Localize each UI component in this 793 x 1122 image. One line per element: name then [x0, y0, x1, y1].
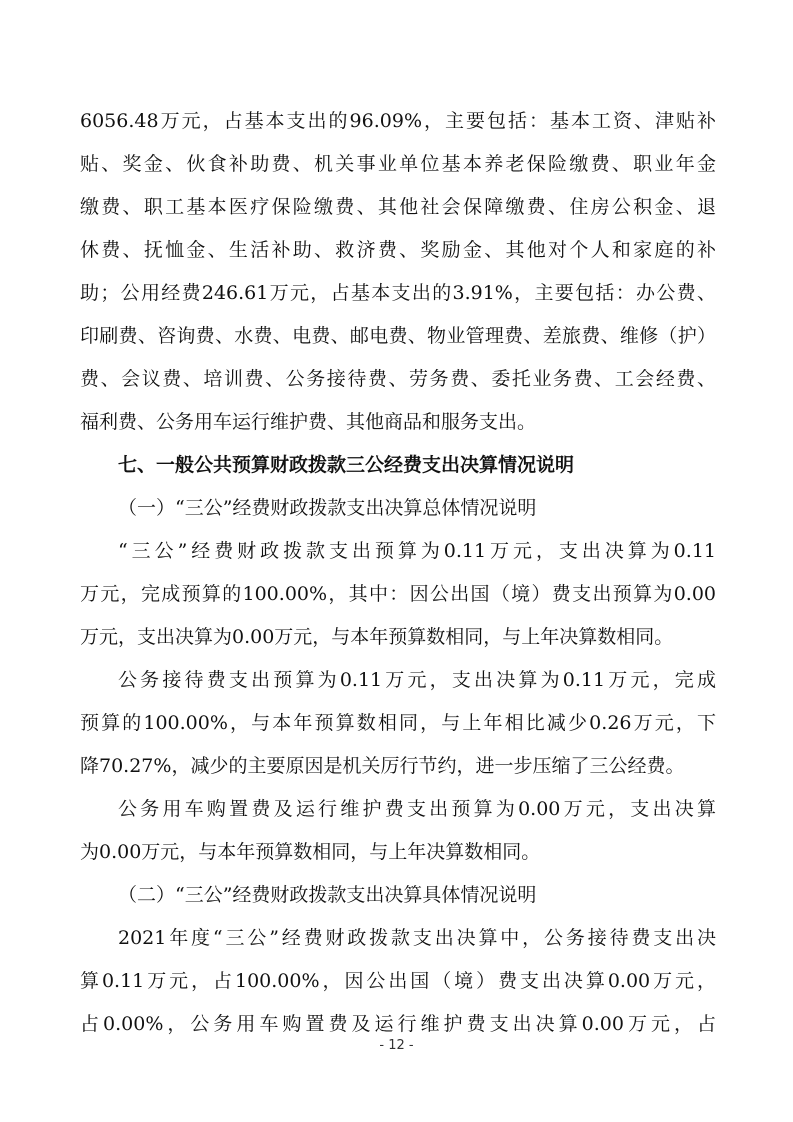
section-heading-7: 七、一般公共预算财政拨款三公经费支出决算情况说明: [118, 454, 575, 476]
text-line: 万元，支出决算为0.00万元，与本年预算数相同，与上年决算数相同。: [80, 626, 674, 648]
text-line: 万元，完成预算的100.00%，其中：因公出国（境）费支出预算为0.00: [80, 583, 716, 605]
text-line: 公务接待费支出预算为0.11万元，支出决算为0.11万元，完成: [118, 669, 716, 691]
text-line: 为0.00万元，与本年预算数相同，与上年决算数相同。: [80, 841, 541, 863]
text-line: 占0.00%，公务用车购置费及运行维护费支出决算0.00万元，占: [80, 1013, 716, 1035]
text-line: 费、会议费、培训费、公务接待费、劳务费、委托业务费、工会经费、: [80, 368, 716, 390]
subsection-heading-1: （一）“三公”经费财政拨款支出决算总体情况说明: [118, 497, 537, 519]
page-number: - 12 -: [379, 1038, 414, 1053]
text-line: 助；公用经费246.61万元，占基本支出的3.91%，主要包括：办公费、: [80, 282, 716, 304]
text-line: 印刷费、咨询费、水费、电费、邮电费、物业管理费、差旅费、维修（护）: [80, 325, 716, 347]
text-line: 降70.27%，减少的主要原因是机关厉行节约，进一步压缩了三公经费。: [80, 755, 685, 777]
paragraph-three-public-detail: [80, 917, 716, 1046]
text-line: 福利费、公务用车运行维护费、其他商品和服务支出。: [80, 411, 537, 433]
text-line: “三公”经费财政拨款支出预算为0.11万元，支出决算为0.11: [118, 540, 716, 562]
paragraph-reception-expenses: [80, 659, 716, 788]
text-line: 缴费、职工基本医疗保险缴费、其他社会保障缴费、住房公积金、退: [80, 196, 716, 218]
page-body: [80, 100, 716, 1046]
paragraph-vehicle-expenses: [80, 788, 716, 874]
subsection-heading-2: （二）“三公”经费财政拨款支出决算具体情况说明: [118, 884, 537, 906]
text-line: 预算的100.00%，与本年预算数相同，与上年相比减少0.26万元，下: [80, 712, 716, 734]
text-line: 公务用车购置费及运行维护费支出预算为0.00万元，支出决算: [118, 798, 716, 820]
text-line: 2021年度“三公”经费财政拨款支出决算中，公务接待费支出决: [118, 927, 716, 949]
paragraph-personnel-and-public-expenses: [80, 100, 716, 444]
text-line: 算0.11万元，占100.00%，因公出国（境）费支出决算0.00万元，: [80, 970, 716, 992]
paragraph-three-public-overall: [80, 530, 716, 659]
text-line: 休费、抚恤金、生活补助、救济费、奖励金、其他对个人和家庭的补: [80, 239, 716, 261]
text-line: 贴、奖金、伙食补助费、机关事业单位基本养老保险缴费、职业年金: [80, 153, 716, 175]
text-line: 6056.48万元，占基本支出的96.09%，主要包括：基本工资、津贴补: [80, 110, 716, 132]
